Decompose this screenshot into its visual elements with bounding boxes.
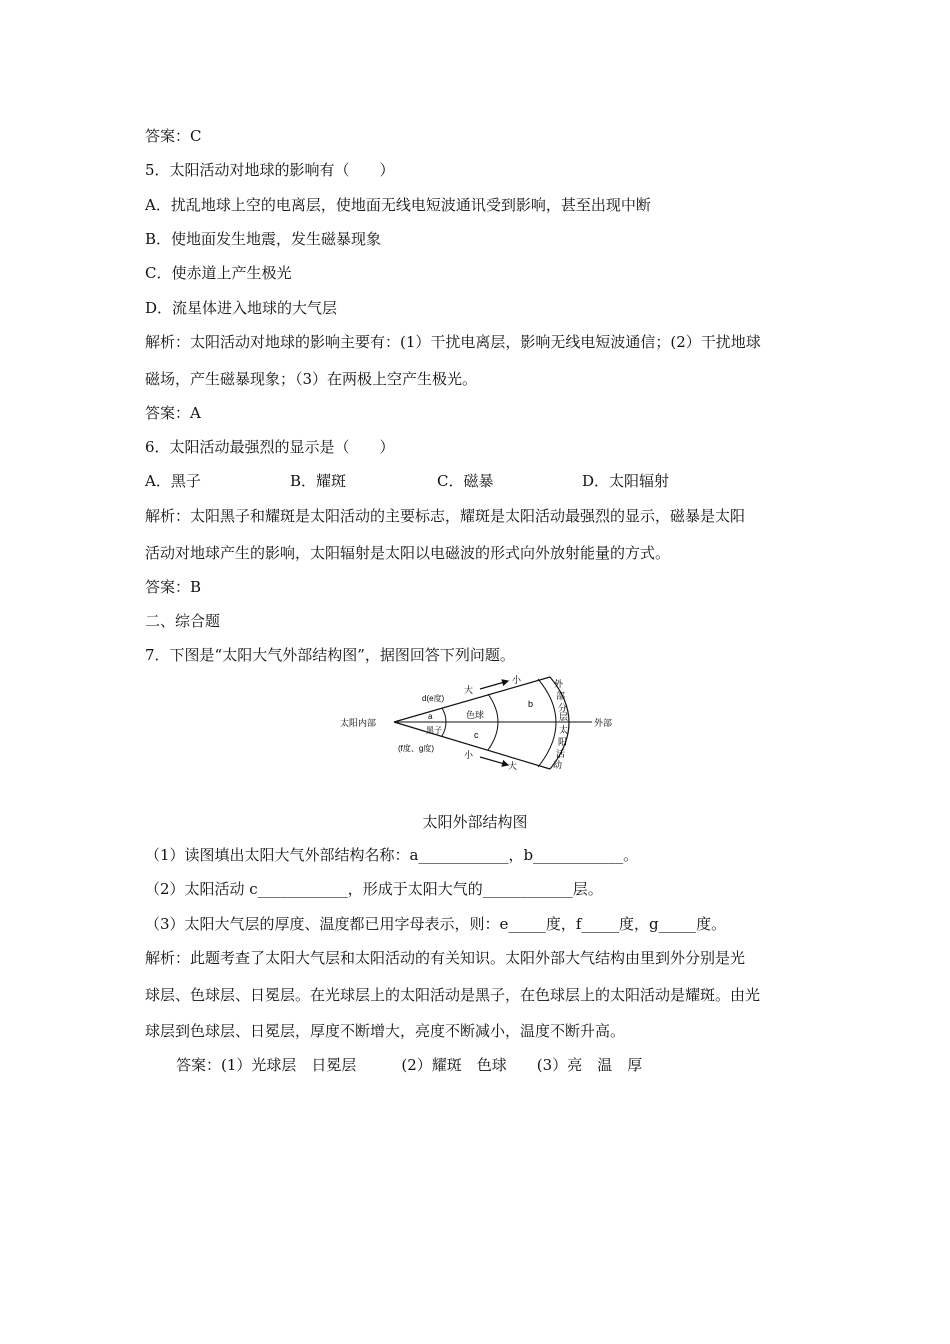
option-6a: A．黑子 <box>145 472 201 490</box>
explanation-6-line1: 解析：太阳黑子和耀斑是太阳活动的主要标志，耀斑是太阳活动最强烈的显示，磁暴是太阳 <box>145 507 746 525</box>
label-outer: 外部 <box>594 718 613 728</box>
question-7: 7．下图是“太阳大气外部结构图”，据图回答下列问题。 <box>145 646 515 664</box>
options-6 <box>145 471 845 491</box>
explanation-5-line1: 解析：太阳活动对地球的影响主要有：(1）干扰电离层，影响无线电短波通信；(2）干扰地球 <box>145 333 761 351</box>
label-b: b <box>528 699 534 709</box>
explanation-7-line3: 球层到色球层、日冕层，厚度不断增大，亮度不断减小，温度不断升高。 <box>145 1022 626 1040</box>
label-outer-layer-3: 分 <box>558 703 568 713</box>
label-outer-layer-2: 部 <box>556 691 566 701</box>
label-big-bottom: 大 <box>508 761 518 771</box>
label-activity-3: 活 <box>556 749 566 759</box>
answer-q4: 答案：C <box>145 127 202 145</box>
answer-q5: 答案：A <box>145 404 201 422</box>
answer-q6: 答案：B <box>145 578 202 596</box>
answer-q7: 答案：(1）光球层 日冕层 (2）耀斑 色球 (3）亮 温 厚 <box>176 1056 643 1074</box>
section-heading: 二、综合题 <box>145 612 221 630</box>
explanation-5-line2: 磁场，产生磁暴现象；（3）在两极上空产生极光。 <box>145 370 478 388</box>
label-small-bottom: 小 <box>464 750 474 760</box>
option-5b: B．使地面发生地震，发生磁暴现象 <box>145 230 382 248</box>
sun-structure-diagram <box>340 675 613 775</box>
label-d-e: d(e度) <box>422 694 445 703</box>
option-5c: C．使赤道上产生极光 <box>145 264 292 282</box>
arrow-lower <box>480 757 508 765</box>
label-c: c <box>474 730 479 740</box>
label-activity-1: 太 <box>559 725 569 735</box>
label-chromosphere: 色球 <box>466 710 485 720</box>
label-f-g: (f度、g度) <box>398 744 434 753</box>
label-sun-interior: 太阳内部 <box>340 718 377 728</box>
explanation-6-line2: 活动对地球产生的影响，太阳辐射是太阳以电磁波的形式向外放射能量的方式。 <box>145 544 671 562</box>
question-7-part2: （2）太阳活动 c____________，形成于太阳大气的____________层。 <box>145 880 603 898</box>
arrow-upper <box>480 681 508 689</box>
explanation-7-line2: 球层、色球层、日冕层。在光球层上的太阳活动是黑子，在色球层上的太阳活动是耀斑。由光 <box>145 986 761 1004</box>
label-big-top: 大 <box>464 685 474 695</box>
arc-inner-band <box>538 679 556 767</box>
explanation-7-line1: 解析：此题考查了太阳大气层和太阳活动的有关知识。太阳外部大气结构由里到外分别是光 <box>145 949 746 967</box>
label-a: a <box>428 712 433 721</box>
label-activity-2: 阳 <box>558 737 568 747</box>
option-6b: B．耀斑 <box>290 472 347 490</box>
label-outer-layer-4: 层 <box>559 712 569 722</box>
option-6d: D．太阳辐射 <box>582 472 670 490</box>
question-7-part1: （1）读图填出太阳大气外部结构名称：a____________，b____________。 <box>145 846 639 864</box>
option-5d: D．流星体进入地球的大气层 <box>145 299 338 317</box>
label-small-top: 小 <box>512 675 522 685</box>
question-7-part3: （3）太阳大气层的厚度、温度都已用字母表示，则：e_____度，f_____度，g_____度。 <box>145 915 727 933</box>
option-5a: A．扰乱地球上空的电离层，使地面无线电短波通讯受到影响，甚至出现中断 <box>145 196 651 214</box>
option-6c: C．磁暴 <box>437 472 494 490</box>
question-6: 6．太阳活动最强烈的显示是（ ） <box>145 438 395 456</box>
figure-caption: 太阳外部结构图 <box>422 813 528 831</box>
label-activity-4: 动 <box>553 760 563 770</box>
question-5: 5．太阳活动对地球的影响有（ ） <box>145 161 395 179</box>
label-outer-layer-1: 外 <box>554 679 564 689</box>
label-sunspot: 黑子 <box>426 726 442 735</box>
